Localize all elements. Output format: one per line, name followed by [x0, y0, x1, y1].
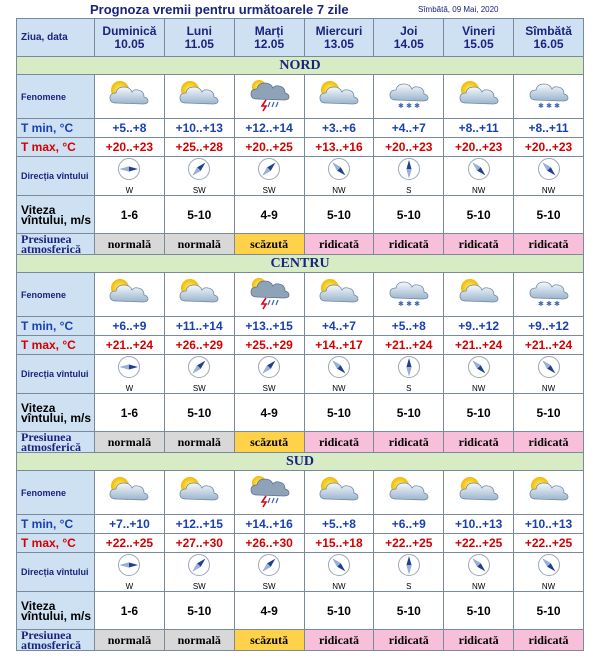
sun-cloud-icon [304, 471, 374, 515]
page-title: Prognoza vremii pentru următoarele 7 zile [90, 2, 349, 17]
day-name: Sîmbătă [525, 23, 572, 38]
wind-direction [235, 355, 304, 393]
region-name: SUD [17, 453, 584, 471]
wind-speed-value: 5-10 [304, 394, 374, 432]
wind-speed-value: 4-9 [234, 196, 304, 234]
pressure-value: ridicată [304, 234, 374, 255]
wind-direction-cell [374, 355, 444, 394]
tmax-value: +20..+23 [95, 138, 165, 157]
tmin-value: +8..+11 [444, 119, 514, 138]
pressure-value: normală [164, 630, 234, 651]
tmax-row [17, 534, 584, 553]
day-date: 10.05 [114, 36, 145, 51]
wind-compass-icon [187, 553, 211, 582]
wind-direction [95, 157, 164, 195]
tmax-value: +20..+23 [444, 138, 514, 157]
wind-direction-label: S [406, 384, 412, 393]
tmin-row [17, 317, 584, 336]
day-date: 12.05 [254, 36, 285, 51]
wind-direction-cell [374, 553, 444, 592]
wind-direction [165, 553, 234, 591]
pressure-value: scăzută [234, 234, 304, 255]
wind-speed-row [17, 196, 584, 234]
tmin-value: +4..+7 [374, 119, 444, 138]
wind-compass-icon [467, 355, 491, 384]
day-header [514, 19, 584, 57]
wind-compass-icon [327, 157, 351, 186]
tmax-value: +22..+25 [444, 534, 514, 553]
tmax-value: +20..+23 [374, 138, 444, 157]
tmax-value: +13..+16 [304, 138, 374, 157]
tmax-value: +22..+25 [514, 534, 584, 553]
tmin-value: +4..+7 [304, 317, 374, 336]
row-label-directia: Direcția vîntului [17, 157, 95, 196]
row-label-presiunea: Presiunea atmosferică [17, 432, 95, 453]
row-label-viteza: Viteza vîntului, m/s [17, 394, 95, 432]
wind-direction-label: W [125, 384, 134, 393]
pressure-value: normală [164, 432, 234, 453]
row-label-tmax: T max, °C [17, 534, 95, 553]
storm-cloud-icon [234, 471, 304, 515]
wind-direction [305, 553, 374, 591]
wind-direction [514, 157, 583, 195]
pressure-value: ridicată [304, 630, 374, 651]
wind-direction-label: NW [471, 582, 486, 591]
pressure-value: ridicată [374, 432, 444, 453]
wind-speed-value: 5-10 [514, 592, 584, 630]
wind-direction-label: NW [541, 582, 556, 591]
row-label-viteza: Viteza vîntului, m/s [17, 592, 95, 630]
pressure-value: ridicată [514, 234, 584, 255]
sun-cloud-icon [374, 471, 444, 515]
wind-direction-cell [374, 157, 444, 196]
wind-speed-value: 1-6 [95, 394, 165, 432]
day-date: 13.05 [323, 36, 354, 51]
day-name: Duminică [102, 23, 157, 38]
row-label-fenomene: Fenomene [17, 471, 95, 515]
wind-direction-cell [234, 157, 304, 196]
day-name: Miercuri [315, 23, 363, 38]
wind-speed-value: 1-6 [95, 592, 165, 630]
row-label-fenomene: Fenomene [17, 273, 95, 317]
wind-direction-label: SW [262, 582, 276, 591]
wind-direction [514, 553, 583, 591]
snow-cloud-icon [514, 75, 584, 119]
wind-compass-icon [467, 157, 491, 186]
tmax-value: +21..+24 [444, 336, 514, 355]
sun-cloud-icon [444, 273, 514, 317]
svg-text:✱ ✱ ✱: ✱ ✱ ✱ [397, 300, 420, 308]
wind-speed-value: 4-9 [234, 394, 304, 432]
pressure-value: ridicată [444, 234, 514, 255]
day-header [95, 19, 165, 57]
tmin-value: +10..+13 [514, 515, 584, 534]
row-label-tmin: T min, °C [17, 515, 95, 534]
sun-cloud-icon [444, 75, 514, 119]
pressure-value: ridicată [374, 234, 444, 255]
forecast-table [16, 18, 584, 651]
wind-direction-label: S [406, 186, 412, 195]
wind-direction-label: NW [332, 582, 346, 591]
pressure-value: normală [95, 630, 165, 651]
sun-cloud-icon [164, 75, 234, 119]
weather-row [17, 471, 584, 515]
wind-compass-icon [117, 553, 141, 582]
wind-direction-cell [234, 355, 304, 394]
wind-compass-icon [117, 157, 141, 186]
wind-speed-value: 5-10 [374, 394, 444, 432]
row-label-tmax: T max, °C [17, 138, 95, 157]
sun-cloud-icon [304, 273, 374, 317]
tmax-value: +22..+25 [95, 534, 165, 553]
wind-speed-value: 5-10 [164, 394, 234, 432]
pressure-value: ridicată [374, 630, 444, 651]
day-name: Luni [186, 23, 212, 38]
wind-compass-icon [467, 553, 491, 582]
day-name: Vineri [462, 23, 496, 38]
wind-direction-label: NW [332, 186, 346, 195]
wind-direction [444, 355, 513, 393]
tmin-value: +7..+10 [95, 515, 165, 534]
wind-speed-value: 5-10 [444, 592, 514, 630]
wind-direction-label: NW [471, 186, 486, 195]
region-name: NORD [17, 57, 584, 75]
current-date: Sîmbătă, 09 Mai, 2020 [418, 5, 499, 14]
wind-speed-value: 5-10 [444, 394, 514, 432]
pressure-value: scăzută [234, 630, 304, 651]
wind-compass-icon [327, 553, 351, 582]
wind-direction-label: W [125, 186, 134, 195]
wind-compass-icon [537, 157, 561, 186]
tmax-value: +15..+18 [304, 534, 374, 553]
tmax-value: +21..+24 [374, 336, 444, 355]
tmax-value: +20..+23 [514, 138, 584, 157]
wind-compass-icon [397, 355, 421, 384]
wind-speed-row [17, 394, 584, 432]
wind-direction [444, 553, 513, 591]
wind-direction [444, 157, 513, 195]
tmax-row [17, 336, 584, 355]
sun-cloud-icon [95, 75, 165, 119]
wind-direction-cell [514, 553, 584, 592]
wind-direction-cell [514, 157, 584, 196]
day-date: 11.05 [184, 36, 214, 51]
wind-compass-icon [187, 355, 211, 384]
wind-direction [374, 553, 443, 591]
tmax-value: +20..+25 [234, 138, 304, 157]
wind-direction-cell [164, 355, 234, 394]
wind-direction [95, 355, 164, 393]
tmax-row [17, 138, 584, 157]
day-name: Joi [400, 23, 418, 38]
row-label-directia: Direcția vîntului [17, 553, 95, 592]
row-label-tmin: T min, °C [17, 119, 95, 138]
row-label-presiunea: Presiunea atmosferică [17, 234, 95, 255]
wind-direction-cell [444, 553, 514, 592]
wind-direction [305, 157, 374, 195]
sun-cloud-icon [304, 75, 374, 119]
wind-direction [165, 355, 234, 393]
sun-cloud-icon [95, 273, 165, 317]
wind-speed-value: 5-10 [444, 196, 514, 234]
row-label-tmin: T min, °C [17, 317, 95, 336]
tmin-value: +6..+9 [374, 515, 444, 534]
wind-compass-icon [187, 157, 211, 186]
wind-speed-value: 5-10 [514, 196, 584, 234]
wind-direction-cell [444, 355, 514, 394]
tmax-value: +22..+25 [374, 534, 444, 553]
wind-direction-label: NW [471, 384, 486, 393]
wind-compass-icon [117, 355, 141, 384]
tmin-value: +12..+15 [164, 515, 234, 534]
tmin-value: +13..+15 [234, 317, 304, 336]
sun-cloud-icon [164, 273, 234, 317]
day-date: 16.05 [533, 36, 564, 51]
svg-text:✱ ✱ ✱: ✱ ✱ ✱ [397, 102, 420, 110]
wind-speed-value: 5-10 [374, 592, 444, 630]
wind-speed-value: 1-6 [95, 196, 165, 234]
snow-cloud-icon [514, 273, 584, 317]
day-date: 15.05 [463, 36, 494, 51]
wind-speed-value: 5-10 [164, 196, 234, 234]
tmin-value: +5..+8 [374, 317, 444, 336]
day-header [374, 19, 444, 57]
storm-cloud-icon [234, 273, 304, 317]
sun-cloud-icon [164, 471, 234, 515]
pressure-value: ridicată [514, 432, 584, 453]
day-header [164, 19, 234, 57]
day-date: 14.05 [393, 36, 424, 51]
tmin-value: +9..+12 [444, 317, 514, 336]
row-label-presiunea: Presiunea atmosferică [17, 630, 95, 651]
wind-compass-icon [537, 553, 561, 582]
wind-direction-cell [514, 355, 584, 394]
wind-direction-cell [95, 157, 165, 196]
region-name: CENTRU [17, 255, 584, 273]
wind-speed-value: 5-10 [304, 196, 374, 234]
region-row [17, 57, 584, 75]
tmin-value: +5..+8 [95, 119, 165, 138]
tmin-value: +14..+16 [234, 515, 304, 534]
pressure-value: normală [164, 234, 234, 255]
wind-speed-row [17, 592, 584, 630]
day-header [234, 19, 304, 57]
wind-compass-icon [397, 553, 421, 582]
wind-speed-value: 5-10 [514, 394, 584, 432]
wind-speed-value: 5-10 [164, 592, 234, 630]
wind-direction-cell [304, 355, 374, 394]
pressure-value: scăzută [234, 432, 304, 453]
sun-cloud-icon [95, 471, 165, 515]
row-label-tmax: T max, °C [17, 336, 95, 355]
sun-cloud-icon [514, 471, 584, 515]
pressure-value: normală [95, 234, 165, 255]
tmax-value: +21..+24 [95, 336, 165, 355]
wind-direction-row [17, 355, 584, 394]
row-label-fenomene: Fenomene [17, 75, 95, 119]
tmax-value: +21..+24 [514, 336, 584, 355]
wind-direction-cell [95, 355, 165, 394]
tmin-value: +6..+9 [95, 317, 165, 336]
day-header [304, 19, 374, 57]
wind-direction-label: SW [192, 582, 206, 591]
weather-row [17, 273, 584, 317]
wind-compass-icon [327, 355, 351, 384]
wind-direction-label: NW [332, 384, 346, 393]
pressure-value: ridicată [444, 432, 514, 453]
wind-direction-cell [444, 157, 514, 196]
wind-direction [235, 553, 304, 591]
wind-direction-cell [304, 553, 374, 592]
tmax-value: +25..+29 [234, 336, 304, 355]
tmin-value: +10..+13 [164, 119, 234, 138]
wind-direction-cell [234, 553, 304, 592]
wind-direction-label: NW [541, 384, 556, 393]
row-label-directia: Direcția vîntului [17, 355, 95, 394]
tmax-value: +25..+28 [164, 138, 234, 157]
storm-cloud-icon [234, 75, 304, 119]
tmax-value: +27..+30 [164, 534, 234, 553]
wind-direction-label: S [406, 582, 412, 591]
wind-direction [165, 157, 234, 195]
snow-cloud-icon [374, 75, 444, 119]
wind-direction-label: SW [192, 186, 206, 195]
wind-direction-label: W [125, 582, 134, 591]
day-header [444, 19, 514, 57]
pressure-value: ridicată [514, 630, 584, 651]
tmax-value: +26..+29 [164, 336, 234, 355]
tmin-value: +12..+14 [234, 119, 304, 138]
row-label-viteza: Viteza vîntului, m/s [17, 196, 95, 234]
tmin-row [17, 119, 584, 138]
wind-compass-icon [397, 157, 421, 186]
wind-direction-label: NW [541, 186, 556, 195]
wind-direction-label: SW [262, 384, 276, 393]
wind-speed-value: 5-10 [304, 592, 374, 630]
pressure-row [17, 432, 584, 453]
wind-direction-cell [164, 553, 234, 592]
tmax-value: +26..+30 [234, 534, 304, 553]
wind-direction-cell [164, 157, 234, 196]
wind-direction [374, 157, 443, 195]
wind-speed-value: 5-10 [374, 196, 444, 234]
weather-row [17, 75, 584, 119]
wind-direction-label: SW [262, 186, 276, 195]
tmin-value: +10..+13 [444, 515, 514, 534]
svg-text:✱ ✱ ✱: ✱ ✱ ✱ [537, 300, 560, 308]
sun-cloud-icon [444, 471, 514, 515]
tmin-value: +8..+11 [514, 119, 584, 138]
wind-direction-row [17, 157, 584, 196]
header-label: Ziua, data [17, 19, 95, 57]
pressure-value: ridicată [444, 630, 514, 651]
region-row [17, 453, 584, 471]
wind-direction [374, 355, 443, 393]
wind-direction [235, 157, 304, 195]
day-name: Marți [254, 23, 284, 38]
pressure-value: normală [95, 432, 165, 453]
tmin-row [17, 515, 584, 534]
pressure-row [17, 234, 584, 255]
pressure-value: ridicată [304, 432, 374, 453]
tmin-value: +9..+12 [514, 317, 584, 336]
wind-direction-cell [95, 553, 165, 592]
wind-direction [305, 355, 374, 393]
wind-direction [95, 553, 164, 591]
wind-direction-label: SW [192, 384, 206, 393]
tmax-value: +14..+17 [304, 336, 374, 355]
snow-cloud-icon [374, 273, 444, 317]
wind-compass-icon [257, 355, 281, 384]
pressure-row [17, 630, 584, 651]
wind-direction-row [17, 553, 584, 592]
wind-direction-cell [304, 157, 374, 196]
wind-speed-value: 4-9 [234, 592, 304, 630]
wind-compass-icon [257, 157, 281, 186]
header-row [17, 19, 584, 57]
tmin-value: +11..+14 [164, 317, 234, 336]
wind-compass-icon [537, 355, 561, 384]
region-row [17, 255, 584, 273]
tmin-value: +3..+6 [304, 119, 374, 138]
tmin-value: +5..+8 [304, 515, 374, 534]
svg-text:✱ ✱ ✱: ✱ ✱ ✱ [537, 102, 560, 110]
wind-direction [514, 355, 583, 393]
wind-compass-icon [257, 553, 281, 582]
